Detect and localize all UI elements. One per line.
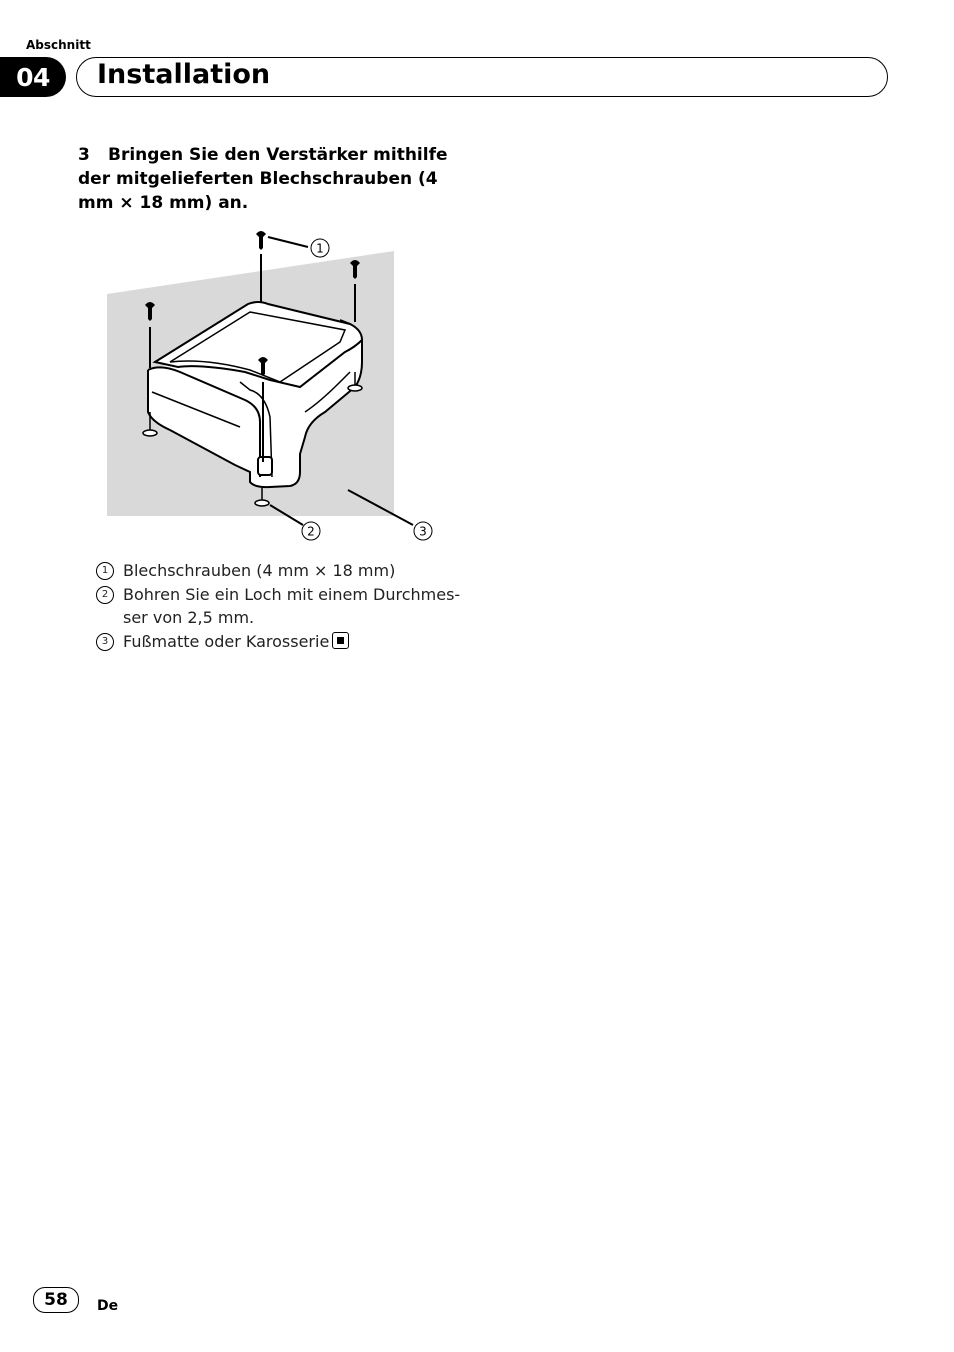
svg-text:3: 3	[419, 524, 427, 539]
chapter-number-badge: 04	[0, 57, 66, 97]
language-code: De	[97, 1298, 119, 1314]
legend-number: 1	[96, 562, 114, 580]
callout-2	[302, 522, 320, 540]
legend-item-3	[96, 630, 466, 654]
amplifier-mounting-illustration	[100, 222, 445, 547]
legend-item-2	[96, 583, 466, 630]
installation-figure	[100, 222, 445, 551]
chapter-title-box	[76, 57, 888, 97]
leader-line-1	[268, 237, 308, 247]
step-heading	[78, 143, 473, 215]
callout-3	[414, 522, 432, 540]
front-bracket-slot	[258, 457, 272, 475]
svg-text:1: 1	[316, 241, 324, 256]
legend-text: Fußmatte oder Karosserie	[123, 631, 330, 651]
page-number: 58	[33, 1287, 79, 1313]
step-text: Bringen Sie den Verstärker mithilfe der mitgelieferten Blechschrauben (4 mm × 18 mm) an.	[78, 145, 448, 213]
legend-text: Bohren Sie ein Loch mit einem Durchmesser von 2,5 mm.	[123, 584, 461, 627]
legend-text: Blechschrauben (4 mm × 18 mm)	[123, 561, 396, 580]
step-number: 3	[78, 145, 90, 165]
legend-number: 3	[96, 633, 114, 651]
end-of-section-icon	[332, 632, 349, 649]
section-label: Abschnitt	[26, 38, 91, 52]
callout-1	[311, 239, 329, 257]
svg-text:2: 2	[307, 524, 315, 539]
legend-number: 2	[96, 586, 114, 604]
chapter-title: Installation	[97, 59, 271, 90]
legend-item-1	[96, 559, 466, 583]
legend-text-wrap	[123, 630, 349, 654]
figure-legend	[96, 559, 466, 653]
